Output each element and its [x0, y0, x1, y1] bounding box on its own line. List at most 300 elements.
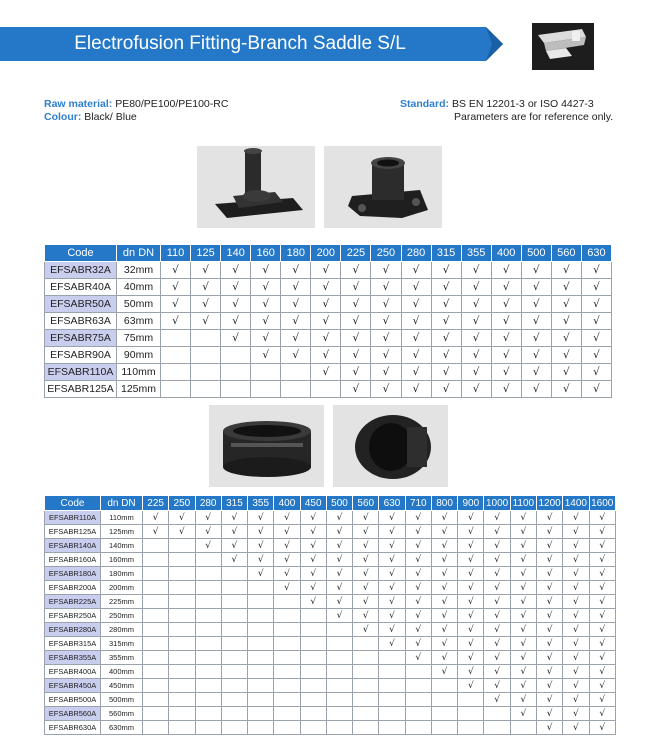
column-header: 630 — [379, 496, 405, 511]
title-banner — [0, 27, 505, 61]
dn-cell: 560mm — [101, 707, 143, 721]
empty-cell — [248, 637, 274, 651]
check-mark: √ — [510, 693, 536, 707]
empty-cell — [300, 721, 326, 735]
dn-cell: 110mm — [117, 364, 161, 381]
check-mark: √ — [563, 637, 589, 651]
check-mark: √ — [491, 313, 521, 330]
check-mark: √ — [536, 609, 562, 623]
table-row — [45, 525, 616, 539]
check-mark: √ — [431, 347, 461, 364]
check-mark: √ — [551, 381, 581, 398]
empty-cell — [221, 609, 247, 623]
empty-cell — [221, 721, 247, 735]
column-header: 125 — [191, 245, 221, 262]
empty-cell — [221, 651, 247, 665]
check-mark: √ — [405, 581, 431, 595]
standard-label: Standard: — [400, 98, 450, 110]
check-mark: √ — [484, 665, 510, 679]
check-mark: √ — [431, 381, 461, 398]
code-cell: EFSABR40A — [45, 279, 117, 296]
check-mark: √ — [274, 539, 300, 553]
empty-cell — [221, 637, 247, 651]
check-mark: √ — [581, 330, 611, 347]
empty-cell — [195, 721, 221, 735]
check-mark: √ — [458, 665, 484, 679]
check-mark: √ — [371, 347, 401, 364]
check-mark: √ — [536, 553, 562, 567]
dn-header: dn DN — [101, 496, 143, 511]
check-mark: √ — [401, 279, 431, 296]
empty-cell — [143, 581, 169, 595]
code-cell: EFSABR500A — [45, 693, 101, 707]
check-mark: √ — [251, 296, 281, 313]
check-mark: √ — [563, 665, 589, 679]
check-mark: √ — [563, 707, 589, 721]
column-header: 400 — [491, 245, 521, 262]
empty-cell — [353, 665, 379, 679]
table-row — [45, 347, 612, 364]
code-cell: EFSABR200A — [45, 581, 101, 595]
column-header: 110 — [161, 245, 191, 262]
check-mark: √ — [589, 707, 615, 721]
check-mark: √ — [341, 262, 371, 279]
size-table-small — [44, 244, 612, 398]
check-mark: √ — [510, 525, 536, 539]
column-header: 280 — [401, 245, 431, 262]
table-row — [45, 721, 616, 735]
check-mark: √ — [401, 347, 431, 364]
check-mark: √ — [510, 637, 536, 651]
check-mark: √ — [221, 539, 247, 553]
code-cell: EFSABR63A — [45, 313, 117, 330]
empty-cell — [281, 364, 311, 381]
dn-cell: 200mm — [101, 581, 143, 595]
check-mark: √ — [536, 637, 562, 651]
empty-cell — [195, 581, 221, 595]
check-mark: √ — [510, 665, 536, 679]
check-mark: √ — [161, 279, 191, 296]
column-header: 1200 — [536, 496, 562, 511]
check-mark: √ — [221, 262, 251, 279]
check-mark: √ — [510, 581, 536, 595]
check-mark: √ — [510, 595, 536, 609]
check-mark: √ — [536, 581, 562, 595]
empty-cell — [143, 539, 169, 553]
check-mark: √ — [341, 313, 371, 330]
check-mark: √ — [484, 511, 510, 525]
empty-cell — [169, 595, 195, 609]
check-mark: √ — [589, 595, 615, 609]
check-mark: √ — [589, 693, 615, 707]
code-cell: EFSABR560A — [45, 707, 101, 721]
check-mark: √ — [221, 525, 247, 539]
check-mark: √ — [405, 539, 431, 553]
empty-cell — [248, 665, 274, 679]
check-mark: √ — [401, 330, 431, 347]
empty-cell — [221, 581, 247, 595]
empty-cell — [169, 609, 195, 623]
empty-cell — [195, 693, 221, 707]
empty-cell — [274, 637, 300, 651]
check-mark: √ — [353, 553, 379, 567]
table-row — [45, 651, 616, 665]
empty-cell — [484, 707, 510, 721]
check-mark: √ — [169, 525, 195, 539]
check-mark: √ — [274, 553, 300, 567]
check-mark: √ — [563, 693, 589, 707]
check-mark: √ — [221, 296, 251, 313]
check-mark: √ — [551, 330, 581, 347]
code-cell: EFSABR280A — [45, 623, 101, 637]
empty-cell — [169, 623, 195, 637]
empty-cell — [379, 651, 405, 665]
empty-cell — [431, 721, 457, 735]
empty-cell — [274, 721, 300, 735]
empty-cell — [161, 364, 191, 381]
empty-cell — [300, 665, 326, 679]
column-header: 500 — [521, 245, 551, 262]
check-mark: √ — [300, 511, 326, 525]
code-cell: EFSABR225A — [45, 595, 101, 609]
check-mark: √ — [491, 364, 521, 381]
check-mark: √ — [521, 330, 551, 347]
empty-cell — [195, 553, 221, 567]
dn-cell: 160mm — [101, 553, 143, 567]
empty-cell — [143, 595, 169, 609]
check-mark: √ — [484, 693, 510, 707]
check-mark: √ — [311, 364, 341, 381]
check-mark: √ — [581, 347, 611, 364]
check-mark: √ — [248, 525, 274, 539]
empty-cell — [143, 637, 169, 651]
check-mark: √ — [458, 623, 484, 637]
check-mark: √ — [563, 553, 589, 567]
empty-cell — [221, 364, 251, 381]
check-mark: √ — [353, 581, 379, 595]
check-mark: √ — [510, 511, 536, 525]
empty-cell — [143, 721, 169, 735]
check-mark: √ — [353, 595, 379, 609]
check-mark: √ — [461, 364, 491, 381]
empty-cell — [353, 679, 379, 693]
check-mark: √ — [581, 296, 611, 313]
check-mark: √ — [341, 330, 371, 347]
dn-cell: 40mm — [117, 279, 161, 296]
empty-cell — [300, 693, 326, 707]
code-cell: EFSABR110A — [45, 364, 117, 381]
check-mark: √ — [458, 511, 484, 525]
column-header: 450 — [300, 496, 326, 511]
check-mark: √ — [589, 567, 615, 581]
product-photo-coupler-black — [209, 405, 324, 487]
column-header: 315 — [431, 245, 461, 262]
check-mark: √ — [326, 567, 352, 581]
product-photo-saddle-flange — [324, 146, 442, 228]
empty-cell — [248, 595, 274, 609]
code-cell: EFSABR315A — [45, 637, 101, 651]
column-header: 250 — [371, 245, 401, 262]
table-row — [45, 262, 612, 279]
table-row — [45, 637, 616, 651]
check-mark: √ — [281, 279, 311, 296]
check-mark: √ — [551, 347, 581, 364]
check-mark: √ — [281, 296, 311, 313]
check-mark: √ — [401, 381, 431, 398]
column-header: 900 — [458, 496, 484, 511]
column-header: 355 — [461, 245, 491, 262]
check-mark: √ — [491, 330, 521, 347]
check-mark: √ — [341, 381, 371, 398]
check-mark: √ — [401, 364, 431, 381]
empty-cell — [248, 581, 274, 595]
empty-cell — [169, 567, 195, 581]
empty-cell — [169, 693, 195, 707]
check-mark: √ — [431, 313, 461, 330]
check-mark: √ — [484, 539, 510, 553]
check-mark: √ — [379, 581, 405, 595]
check-mark: √ — [458, 525, 484, 539]
check-mark: √ — [521, 296, 551, 313]
check-mark: √ — [458, 581, 484, 595]
check-mark: √ — [589, 525, 615, 539]
column-header: 280 — [195, 496, 221, 511]
dn-cell: 630mm — [101, 721, 143, 735]
column-header: 160 — [251, 245, 281, 262]
check-mark: √ — [405, 609, 431, 623]
empty-cell — [510, 721, 536, 735]
column-header: 710 — [405, 496, 431, 511]
check-mark: √ — [143, 511, 169, 525]
column-header: 315 — [221, 496, 247, 511]
empty-cell — [143, 693, 169, 707]
empty-cell — [169, 665, 195, 679]
check-mark: √ — [510, 553, 536, 567]
table-row — [45, 539, 616, 553]
check-mark: √ — [563, 721, 589, 735]
check-mark: √ — [536, 511, 562, 525]
dn-cell: 225mm — [101, 595, 143, 609]
empty-cell — [169, 707, 195, 721]
check-mark: √ — [326, 609, 352, 623]
table-row — [45, 553, 616, 567]
reference-note: Parameters are for reference only. — [454, 111, 614, 123]
check-mark: √ — [274, 525, 300, 539]
empty-cell — [191, 364, 221, 381]
empty-cell — [379, 665, 405, 679]
check-mark: √ — [401, 262, 431, 279]
check-mark: √ — [251, 330, 281, 347]
check-mark: √ — [221, 313, 251, 330]
check-mark: √ — [589, 679, 615, 693]
empty-cell — [221, 623, 247, 637]
empty-cell — [143, 665, 169, 679]
check-mark: √ — [563, 679, 589, 693]
table-row — [45, 330, 612, 347]
check-mark: √ — [551, 279, 581, 296]
check-mark: √ — [458, 637, 484, 651]
check-mark: √ — [300, 581, 326, 595]
check-mark: √ — [401, 313, 431, 330]
check-mark: √ — [161, 313, 191, 330]
empty-cell — [405, 665, 431, 679]
check-mark: √ — [371, 330, 401, 347]
colour-label: Colour: — [44, 111, 82, 123]
check-mark: √ — [405, 595, 431, 609]
column-header: 225 — [341, 245, 371, 262]
check-mark: √ — [379, 553, 405, 567]
table-row — [45, 313, 612, 330]
check-mark: √ — [563, 525, 589, 539]
empty-cell — [379, 707, 405, 721]
check-mark: √ — [521, 347, 551, 364]
check-mark: √ — [371, 262, 401, 279]
column-header: 225 — [143, 496, 169, 511]
check-mark: √ — [379, 567, 405, 581]
check-mark: √ — [536, 721, 562, 735]
empty-cell — [274, 693, 300, 707]
empty-cell — [251, 364, 281, 381]
check-mark: √ — [251, 279, 281, 296]
check-mark: √ — [581, 381, 611, 398]
check-mark: √ — [431, 511, 457, 525]
check-mark: √ — [353, 525, 379, 539]
check-mark: √ — [536, 623, 562, 637]
column-header: 250 — [169, 496, 195, 511]
dn-cell: 50mm — [117, 296, 161, 313]
check-mark: √ — [589, 651, 615, 665]
column-header: 400 — [274, 496, 300, 511]
table-row — [45, 595, 616, 609]
check-mark: √ — [581, 364, 611, 381]
table-row — [45, 581, 616, 595]
check-mark: √ — [161, 296, 191, 313]
empty-cell — [169, 679, 195, 693]
check-mark: √ — [589, 637, 615, 651]
empty-cell — [458, 693, 484, 707]
empty-cell — [353, 721, 379, 735]
column-header: 140 — [221, 245, 251, 262]
page-title: Electrofusion Fitting-Branch Saddle S/L — [74, 33, 406, 54]
code-header: Code — [45, 496, 101, 511]
code-cell: EFSABR140A — [45, 539, 101, 553]
check-mark: √ — [589, 553, 615, 567]
check-mark: √ — [510, 539, 536, 553]
check-mark: √ — [326, 511, 352, 525]
check-mark: √ — [326, 595, 352, 609]
check-mark: √ — [281, 347, 311, 364]
empty-cell — [274, 609, 300, 623]
empty-cell — [405, 707, 431, 721]
empty-cell — [300, 609, 326, 623]
table-row — [45, 679, 616, 693]
empty-cell — [300, 637, 326, 651]
check-mark: √ — [491, 279, 521, 296]
check-mark: √ — [274, 511, 300, 525]
empty-cell — [431, 679, 457, 693]
check-mark: √ — [221, 511, 247, 525]
check-mark: √ — [510, 567, 536, 581]
product-photo-saddle-spigot — [197, 146, 315, 228]
empty-cell — [458, 707, 484, 721]
table-row — [45, 567, 616, 581]
empty-cell — [281, 381, 311, 398]
check-mark: √ — [484, 609, 510, 623]
check-mark: √ — [484, 595, 510, 609]
check-mark: √ — [510, 707, 536, 721]
table-row — [45, 665, 616, 679]
empty-cell — [221, 679, 247, 693]
check-mark: √ — [431, 567, 457, 581]
check-mark: √ — [353, 623, 379, 637]
check-mark: √ — [536, 525, 562, 539]
check-mark: √ — [491, 296, 521, 313]
check-mark: √ — [461, 330, 491, 347]
check-mark: √ — [551, 262, 581, 279]
check-mark: √ — [521, 364, 551, 381]
table-header-row — [45, 245, 612, 262]
check-mark: √ — [510, 679, 536, 693]
code-cell: EFSABR250A — [45, 609, 101, 623]
check-mark: √ — [341, 279, 371, 296]
check-mark: √ — [484, 651, 510, 665]
check-mark: √ — [341, 347, 371, 364]
empty-cell — [405, 679, 431, 693]
dn-cell: 355mm — [101, 651, 143, 665]
empty-cell — [195, 679, 221, 693]
empty-cell — [195, 595, 221, 609]
check-mark: √ — [379, 539, 405, 553]
check-mark: √ — [458, 609, 484, 623]
check-mark: √ — [371, 296, 401, 313]
check-mark: √ — [581, 262, 611, 279]
code-cell: EFSABR400A — [45, 665, 101, 679]
check-mark: √ — [589, 721, 615, 735]
empty-cell — [326, 693, 352, 707]
empty-cell — [248, 679, 274, 693]
dn-cell: 250mm — [101, 609, 143, 623]
empty-cell — [221, 707, 247, 721]
check-mark: √ — [431, 651, 457, 665]
empty-cell — [379, 693, 405, 707]
check-mark: √ — [281, 330, 311, 347]
check-mark: √ — [461, 296, 491, 313]
check-mark: √ — [563, 623, 589, 637]
check-mark: √ — [379, 609, 405, 623]
empty-cell — [169, 721, 195, 735]
check-mark: √ — [431, 330, 461, 347]
empty-cell — [195, 637, 221, 651]
check-mark: √ — [431, 637, 457, 651]
check-mark: √ — [563, 581, 589, 595]
empty-cell — [195, 623, 221, 637]
check-mark: √ — [371, 381, 401, 398]
check-mark: √ — [195, 525, 221, 539]
check-mark: √ — [143, 525, 169, 539]
check-mark: √ — [311, 296, 341, 313]
check-mark: √ — [371, 279, 401, 296]
check-mark: √ — [401, 296, 431, 313]
empty-cell — [191, 381, 221, 398]
check-mark: √ — [458, 539, 484, 553]
dn-cell: 315mm — [101, 637, 143, 651]
empty-cell — [326, 679, 352, 693]
check-mark: √ — [484, 679, 510, 693]
column-header: 200 — [311, 245, 341, 262]
empty-cell — [221, 347, 251, 364]
check-mark: √ — [563, 511, 589, 525]
check-mark: √ — [248, 511, 274, 525]
